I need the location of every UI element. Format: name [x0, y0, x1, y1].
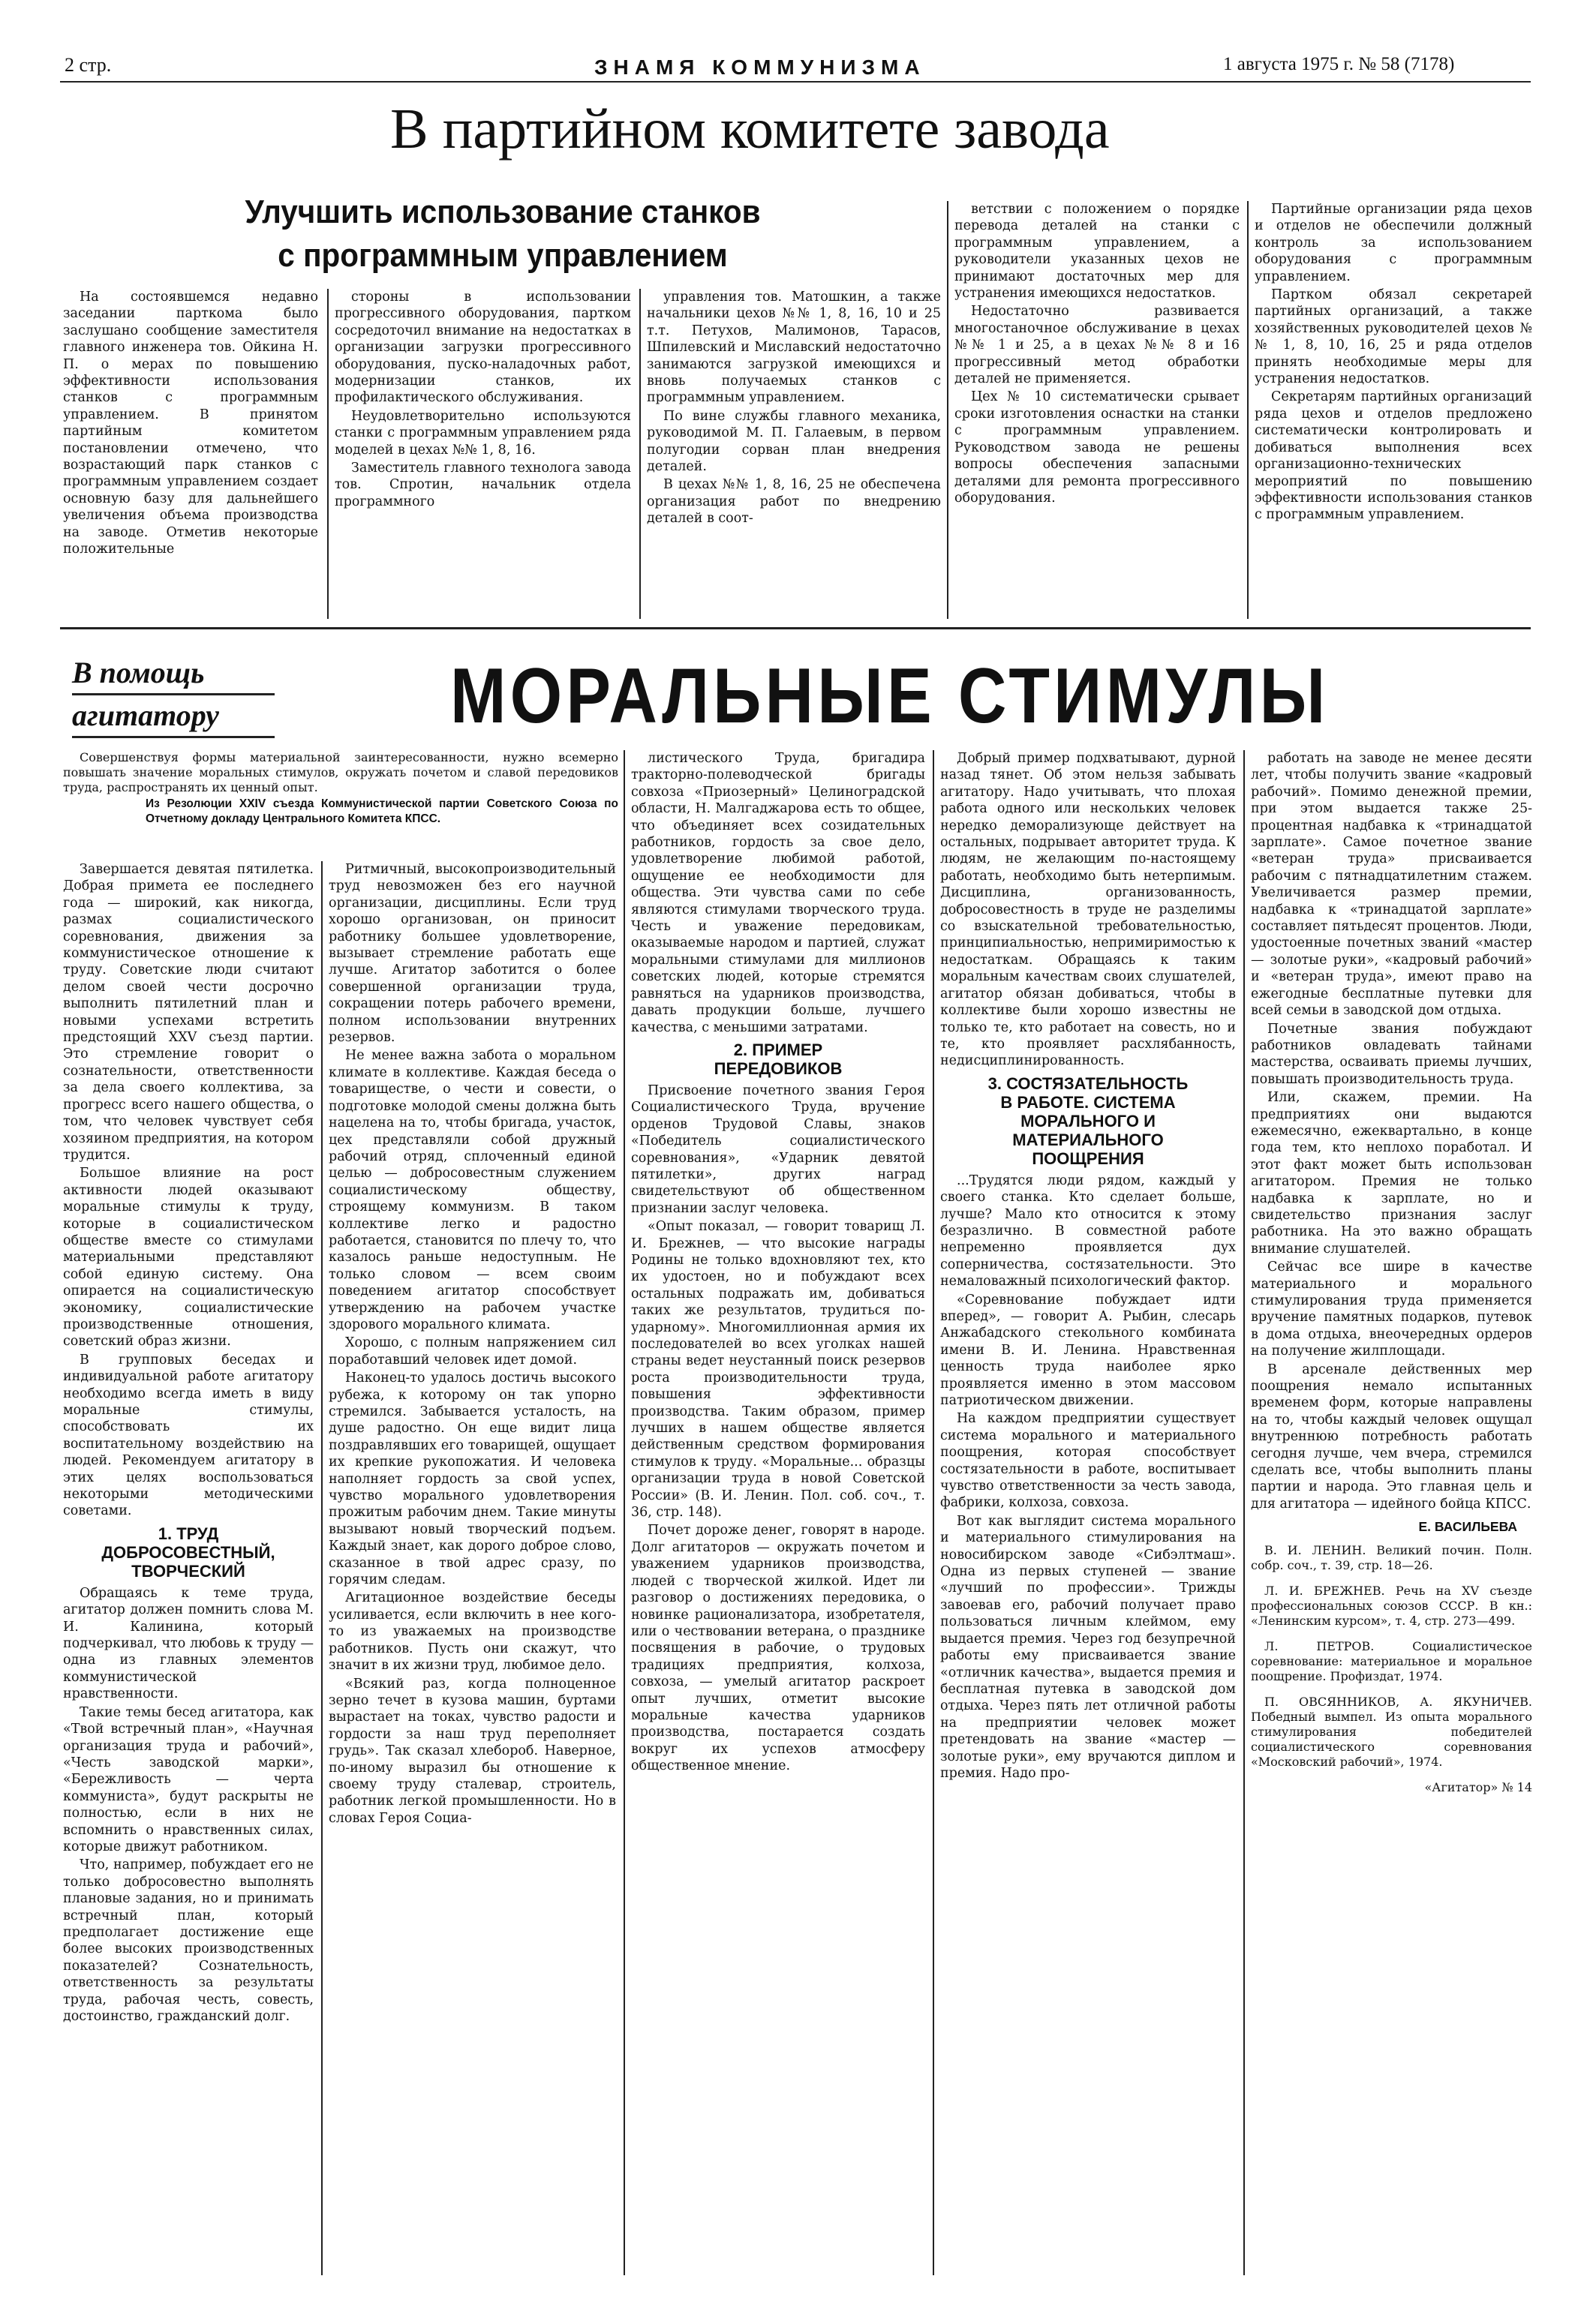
epigraph-source: Из Резолюции XXIV съезда Коммунистической партии Советского Союза по Отчетному докладу Центрального Комитета КПСС.: [146, 797, 618, 825]
section2-title: [631, 1040, 925, 1078]
article2-col4-text-a: Добрый пример подхватывают, дурной назад тянет. Об этом нельзя забывать агитатору. Надо учитывать, что плохая работа одного или нескольких человек нередко деморализующе действует на остальных, подрывает авторитет труда. К людям, не желающим по-настоящему работать, необходимо быть нетерпимым. Дисциплина, организованность, добросовестность в труде не разделимы со взыскательной требовательностью, принципиальностью, непримиримостью к недостаткам. Обращаясь к таким моральным качествам своих слушателей, агитатор обязан добиваться, чтобы в коллективе были хорошо известны не только те, кто работает на совесть, но и те, кто проявляет расхлябанность, недисциплинированность.: [940, 751, 1236, 1069]
article2-col5-text-d: Сейчас все шире в качестве материального и морального стимулирования труда применяется вручение памятных подарков, путевок в дома отдыха, внеочередных ордеров на получение жилплощади.: [1251, 1260, 1532, 1359]
article2-col1-text-f: Что, например, побуждает его не только добросовестно выполнять плановые задания, но и принимать встречный план, который предполагает достижение еще более высоких производственных показателей? Сознательность, ответственность за результаты труда, рабочая честь, совесть, достоинство, гражданский долг.: [63, 1857, 314, 2024]
article2-col1-text-c: В групповых беседах и индивидуальной работе агитатору необходимо всегда иметь в виду моральные стимулы, способствовать их воспитательному воздействию на людей. Рекомендуем агитатору в этих целях воспользоваться некоторыми методическими советами.: [63, 1352, 314, 1519]
article1-col4: [954, 201, 1240, 619]
rubric: [72, 653, 275, 738]
rubric-line2: агитатору: [72, 695, 275, 738]
article2-col2-text-b: Не менее важна забота о моральном климате в коллективе. Каждая беседа о товариществе, о чести и совести, о подготовке молодой смены должна быть нацелена на то, чтобы бригада, участок, цех представляли собой дружный рабочий отряд, сплоченный единой целью — добросовестным служением социалистическому обществу, строящему коммунизм. В таком коллективе легко и радостно работается, становится по плечу то, что казалось раньше недоступным. Не только словом — всем своим поведением агитатор способствует утверждению на рабочем участке здорового морального климата.: [329, 1048, 616, 1332]
col-rule: [933, 750, 934, 2275]
article2-col5-text-e: В арсенале действенных мер поощрения немало испытанных временем форм, которые направлены на то, чтобы каждый человек ощущал внутреннюю потребность работать сегодня лучше, чем вчера, стремился сделать все, чтобы выполнить планы партии и народа. Это главная цель и для агитатора — идейного бойца КПСС.: [1251, 1362, 1532, 1512]
article1-col4-text-b: Недостаточно развивается многостаночное обслуживание в цехах №№ 1 и 25, а в цехах №№ 8 и 16 прогрессивный метод обработки деталей не применяется.: [954, 304, 1240, 387]
col-rule: [947, 201, 948, 619]
section1-title-line1: 1. ТРУД: [158, 1524, 219, 1543]
section3-title-line2: В РАБОТЕ. СИСТЕМА: [1000, 1092, 1176, 1112]
article1-col3: [647, 289, 941, 619]
article2-col3-text-d: Почет дороже денег, говорят в народе. Долг агитаторов — окружать почетом и уважением ударников производства, людей с творческой жилкой. Идет ли разговор о достижениях передовика, о новинке рационализатора, изобретателя, или о чествовании ветерана, о празднике посвящения в рабочие, о трудовых традициях предприятия, колхоза, совхоза, — умелый агитатор раскроет опыт лучших, отметит высокие моральные качества ударников производства, постарается создать вокруг их успехов атмосферу общественное мнение.: [631, 1523, 925, 1774]
article2-col1: [63, 861, 314, 2275]
article2-col2-text-a: Ритмичный, высокопроизводительный труд невозможен без его научной организации, дисциплины. Если труд хорошо организован, он приносит работнику большее удовлетворение, вызывает стремление работать еще лучше. Агитатор заботится о более совершенной организации труда, сокращении потерь рабочего времени, полном использовании внутренних резервов.: [329, 862, 616, 1046]
article2-col2-text-f: «Всякий раз, когда полноценное зерно течет в кузова машин, буртами вырастает на токах, чувство радости и гордости за наш труд переполняет грудь». Так сказал хлебороб. Наверное, по-иному выразил бы отношение к своему труду сталевар, строитель, работник легкой промышленности. Но в словах Героя Социа-: [329, 1676, 616, 1826]
epigraph: [63, 750, 618, 827]
article2-col1-text-e: Такие темы бесед агитатора, как «Твой встречный план», «Научная организация труда и рабочий», «Честь заводской марки», «Бережливость — черта коммуниста», будут раскрыты не полностью, если в них не вспомнить о нравственных силах, которые движут работником.: [63, 1704, 314, 1854]
section1-title-line2: ДОБРОСОВЕСТНЫЙ,: [101, 1542, 275, 1562]
section3-title-line4: МАТЕРИАЛЬНОГО: [1012, 1130, 1164, 1149]
article2-col5: [1251, 750, 1532, 2275]
article1-col1: [63, 289, 318, 619]
article1-col3-text-b: По вине службы главного механика, руководимой М. П. Галаевым, в первом полугодии сорван план внедрения деталей.: [647, 408, 941, 475]
article1-col3-text-c: В цехах №№ 1, 8, 16, 25 не обеспечена организация работ по внедрению деталей в соот-: [647, 477, 941, 527]
article1-title-line1: Улучшить использование станков: [245, 194, 761, 230]
col-rule: [1247, 201, 1249, 619]
epigraph-text: Совершенствуя формы материальной заинтересованности, нужно всемерно повышать значение моральных стимулов, окружать почетом и славой передовиков труда, распространять их ценный опыт.: [63, 750, 618, 794]
reference-item: Л. ПЕТРОВ. Социалистическое соревнование: материальное и моральное поощрение. Профиздат, 1974.: [1251, 1638, 1532, 1683]
reference-item: Л. И. БРЕЖНЕВ. Речь на XV съезде профессиональных союзов СССР. В кн.: «Ленинским курсом», т. 4, стр. 273—499.: [1251, 1583, 1532, 1628]
article1-col5: [1255, 201, 1532, 619]
article2-col3: [631, 750, 925, 2275]
article2-col4-text-c: «Соревнование побуждает идти вперед», — говорит А. Рыбин, слесарь Анжабадского стекольного комбината имени В. И. Ленина. Нравственная ценность труда наиболее ярко проявляется именно в этом массовом патриотическом движении.: [940, 1292, 1236, 1408]
article2-col4-text-e: Вот как выглядит система морального и материального стимулирования на новосибирском заводе «Сибэлтмаш». Одна из первых ступеней — звание «лучший по профессии». Трижды завоевав его, рабочий получает право пользоваться личным клеймом, ему выдается премия. Через год безупречной работы ему присваивается звание «отличник качества», выдается премия и бесплатная путевка в заводской дом отдыха. Через пять лет отличной работы на предприятии человек может претендовать на звание «мастер — золотые руки», ему вручаются диплом и премия. Надо про-: [940, 1513, 1236, 1781]
masthead: ЗНАМЯ КОММУНИЗМА: [594, 56, 926, 79]
article-divider: [60, 627, 1531, 629]
article1-title: [95, 191, 910, 278]
article2-col2-text-d: Наконец-то удалось достичь высокого рубежа, к которому он так упорно стремился. Забывается усталость, на душе радостно. Он еще видит лица поздравлявших его товарищей, ощущает их крепкие рукопожатия. И человека наполняет гордость за свой успех, чувство морального удовлетворения прожитым рабочим днем. Такие минуты вызывают новый творческий подъем. Каждый знает, как дорого доброе слово, сказанное в твой адрес сразу, по горячим следам.: [329, 1371, 616, 1588]
section3-title-line5: ПООЩРЕНИЯ: [1032, 1148, 1144, 1168]
article1-col5-text-c: Секретарям партийных организаций ряда цехов и отделов предложено систематически контролировать и добиваться выполнения всех организационно-технических мероприятий по повышению эффективности использования станков с программным управлением.: [1255, 389, 1532, 523]
article2-col1-text-b: Большое влияние на рост активности людей оказывают моральные стимулы к труду, которые в социалистическом обществе вместе со стимулами материальными представляют собой единую систему. Она опирается на социалистическую экономику, социалистические производственные отношения, советский образ жизни.: [63, 1166, 314, 1350]
article1-col1-text: На состоявшемся недавно заседании парткома было заслушано сообщение заместителя главного инженера тов. Ойкина Н. П. о мерах по повышению эффективности использования станков с программным управлением. В принятом партийным комитетом постановлении отмечено, что возрастающий парк станков с программным управлением создает основную базу для дальнейшего увеличения объема производства на заводе. Отметив некоторые положительные: [63, 290, 318, 557]
article1-col3-text-a: управления тов. Матошкин, а также начальники цехов №№ 1, 8, 16, 10 и 25 т.т. Петухов, Малимонов, Тарасов, Шпилевский и Миславский недостаточно занимаются загрузкой имеющихся и вновь получаемых станков с программным управлением.: [647, 290, 941, 406]
section3-title: [940, 1074, 1236, 1168]
article1-col2: [335, 289, 631, 619]
article2-col4-text-d: На каждом предприятии существует система морального и материального поощрения, которая способствует состязательности в работе, воспитывает чувство ответственности за честь завода, фабрики, колхоза, совхоза.: [940, 1411, 1236, 1511]
reference-item: «Агитатор» № 14: [1424, 1779, 1532, 1794]
article2-col4: [940, 750, 1236, 2275]
section-title: В партийном комитете завода: [390, 98, 1110, 161]
article1-col2-text-a: стороны в использовании прогрессивного оборудования, партком сосредоточил внимание на недостатках в организации загрузки прогрессивного оборудования, пуско-наладочных работ, модернизации станков, их профилактического обслуживания.: [335, 290, 631, 406]
page-number: 2 стр.: [65, 54, 112, 76]
article2-col1-text-d: Обращаясь к теме труда, агитатор должен помнить слова М. И. Калинина, который подчеркивал, что любовь к труду — одна из главных элементов коммунистической нравственности.: [63, 1585, 314, 1702]
article2-col5-text-b: Почетные звания побуждают работников овладевать тайнами мастерства, осваивать приемы лучших, повышать производительность труда.: [1251, 1021, 1532, 1087]
article2-col5-text-c: Или, скажем, премии. На предприятиях они выдаются ежемесячно, ежеквартально, в конце года тем, кто неплохо поработал. И этот факт может быть использован агитатором. Премия не только надбавка к зарплате, но и свидетельство признания заслуг работника. На это важно обращать внимание слушателей.: [1251, 1090, 1532, 1257]
article2-col2-text-e: Агитационное воздействие беседы усиливается, если включить в нее кого-то из уважаемых на производстве работников. Пусть они скажут, что значит в их жизни труд, любимое дело.: [329, 1590, 616, 1674]
article2-col1-text-a: Завершается девятая пятилетка. Добрая примета ее последнего года — широкий, как никогда, размах социалистического соревнования, движения за коммунистическое отношение к труду. Советские люди считают делом своей чести досрочно выполнить пятилетний план и новыми успехами встретить предстоящий XXV съезд партии. Это стремление говорит о сознательности, ответственности за дела своего коллектива, за прогресс всего нашего общества, о том, что человек чувствует себя хозяином предприятия, на котором трудится.: [63, 862, 314, 1163]
col-rule: [1243, 750, 1245, 2275]
article2-col4-text-b: ...Трудятся люди рядом, каждый у своего станка. Кто сделает больше, лучше? Мало кто относится к этому безразлично. В совместной работе непременно проявляется дух соперничества, состязательности. Это немаловажный психологический фактор.: [940, 1173, 1236, 1290]
article1-col4-text-c: Цех № 10 систематически срывает сроки изготовления оснастки на станки с программным управлением. Руководством завода не решены вопросы обеспечения запасными деталями для ремонта прогрессивного оборудования.: [954, 389, 1240, 506]
col-rule: [327, 289, 329, 619]
article2-title: МОРАЛЬНЫЕ СТИМУЛЫ: [450, 653, 1330, 740]
article1-col4-text-a: ветствии с положением о порядке перевода деталей на станки с программным управлением, а руководители указанных цехов не принимают достаточных мер для устранения имеющихся недостатков.: [954, 202, 1240, 302]
col-rule: [624, 750, 625, 2275]
article1-col5-text-a: Партийные организации ряда цехов и отделов не обеспечили должный контроль за использованием оборудования с программным управлением.: [1255, 202, 1532, 284]
article2-col3-text-b: Присвоение почетного звания Героя Социалистического Труда, вручение орденов Трудовой Славы, знаков «Победитель социалистического соревнования», «Ударник девятой пятилетки», других наград свидетельствуют об общественном признании заслуг человека.: [631, 1082, 925, 1216]
reference-item: В. И. ЛЕНИН. Великий почин. Полн. собр. соч., т. 39, стр. 18—26.: [1251, 1542, 1532, 1572]
issue-date: 1 августа 1975 г. № 58 (7178): [1223, 54, 1455, 74]
article1-col2-text-c: Заместитель главного технолога завода тов. Спротин, начальник отдела программного: [335, 461, 631, 509]
article2-col5-text-a: работать на заводе не менее десяти лет, чтобы получить звание «кадровый рабочий». Помимо денежной премии, при этом выдается также 25-процентная надбавка к «тринадцатой зарплате». Самое почетное звание «ветеран труда» присваивается рабочим с пятнадцатилетним стажем. Увеличивается размер премии, надбавка к «тринадцатой зарплате» составляет пятьдесят процентов. Люди, удостоенные почетных званий «мастер — золотые руки», «кадровый рабочий» и «ветеран труда», имеют право на ежегодные бесплатные путевки для всей семьи в заводской дом отдыха.: [1251, 751, 1532, 1019]
section1-title-line3: ТВОРЧЕСКИЙ: [131, 1561, 245, 1581]
col-rule: [639, 289, 641, 619]
article1-col5-text-b: Партком обязал секретарей партийных организаций, а также хозяйственных руководителей цехов №№ 1, 8, 10, 16, 25 и ряда отделов принять необходимые меры для устранения недостатков.: [1255, 287, 1532, 387]
article2-col3-text-c: «Опыт показал, — говорит товарищ Л. И. Брежнев, — что высокие награды Родины не только вдохновляют тех, кто их удостоен, но и побуждают всех остальных подражать им, добиваться таких же результатов, трудиться по-ударному». Многомиллионная армия их последователей во всех уголках нашей страны ведет неустанный поиск резервов роста производительности труда, повышения эффективности производства. Таким образом, пример лучших в нашем обществе является действенным средством формирования стимулов к труду. «Моральные... образцы организации труда в новой Советской России» (В. И. Ленин. Пол. соб. соч., т. 36, стр. 148).: [631, 1219, 925, 1521]
article1-title-line2: с программным управлением: [278, 237, 728, 274]
article2-col3-text-a: листического Труда, бригадира тракторно-полеводческой бригады совхоза «Приозерный» Целиноградской области, Н. Малгаджарова есть то общее, что объединяет всех созидательных работников, гордость за свое дело, удовлетворение любимой работой, ощущение ее необходимости для общества. Эти чувства сами по себе являются стимулами творческого труда. Честь и уважение передовикам, оказываемые народом и партией, служат моральными стимулами для миллионов советских людей, которые стремятся равняться на ударников производства, давать продукции больше, лучшего качества, с меньшими затратами.: [631, 751, 925, 1035]
section2-title-line2: ПЕРЕДОВИКОВ: [714, 1058, 843, 1078]
article2-col2: [329, 861, 616, 2275]
article2-col2-text-c: Хорошо, с полным напряжением сил поработавший человек идет домой.: [329, 1335, 616, 1368]
section1-title: [63, 1524, 314, 1581]
section3-title-line1: 3. СОСТЯЗАТЕЛЬНОСТЬ: [987, 1073, 1189, 1093]
author-signature: Е. ВАСИЛЬЕВА: [1418, 1519, 1517, 1535]
reference-item: П. ОВСЯННИКОВ, А. ЯКУНИЧЕВ. Победный вымпел. Из опыта морального стимулирования победителей социалистического соревнования «Московский рабочий», 1974.: [1251, 1694, 1532, 1769]
rubric-line1: В помощь: [72, 653, 275, 695]
references: [1251, 1543, 1532, 1795]
col-rule: [321, 861, 323, 2275]
section2-title-line1: 2. ПРИМЕР: [733, 1040, 823, 1059]
article1-col2-text-b: Неудовлетворительно используются станки с программным управлением ряда моделей в цехах №№ 1, 8, 16.: [335, 408, 631, 458]
header-rule: [60, 81, 1531, 83]
section3-title-line3: МОРАЛЬНОГО И: [1020, 1111, 1156, 1130]
